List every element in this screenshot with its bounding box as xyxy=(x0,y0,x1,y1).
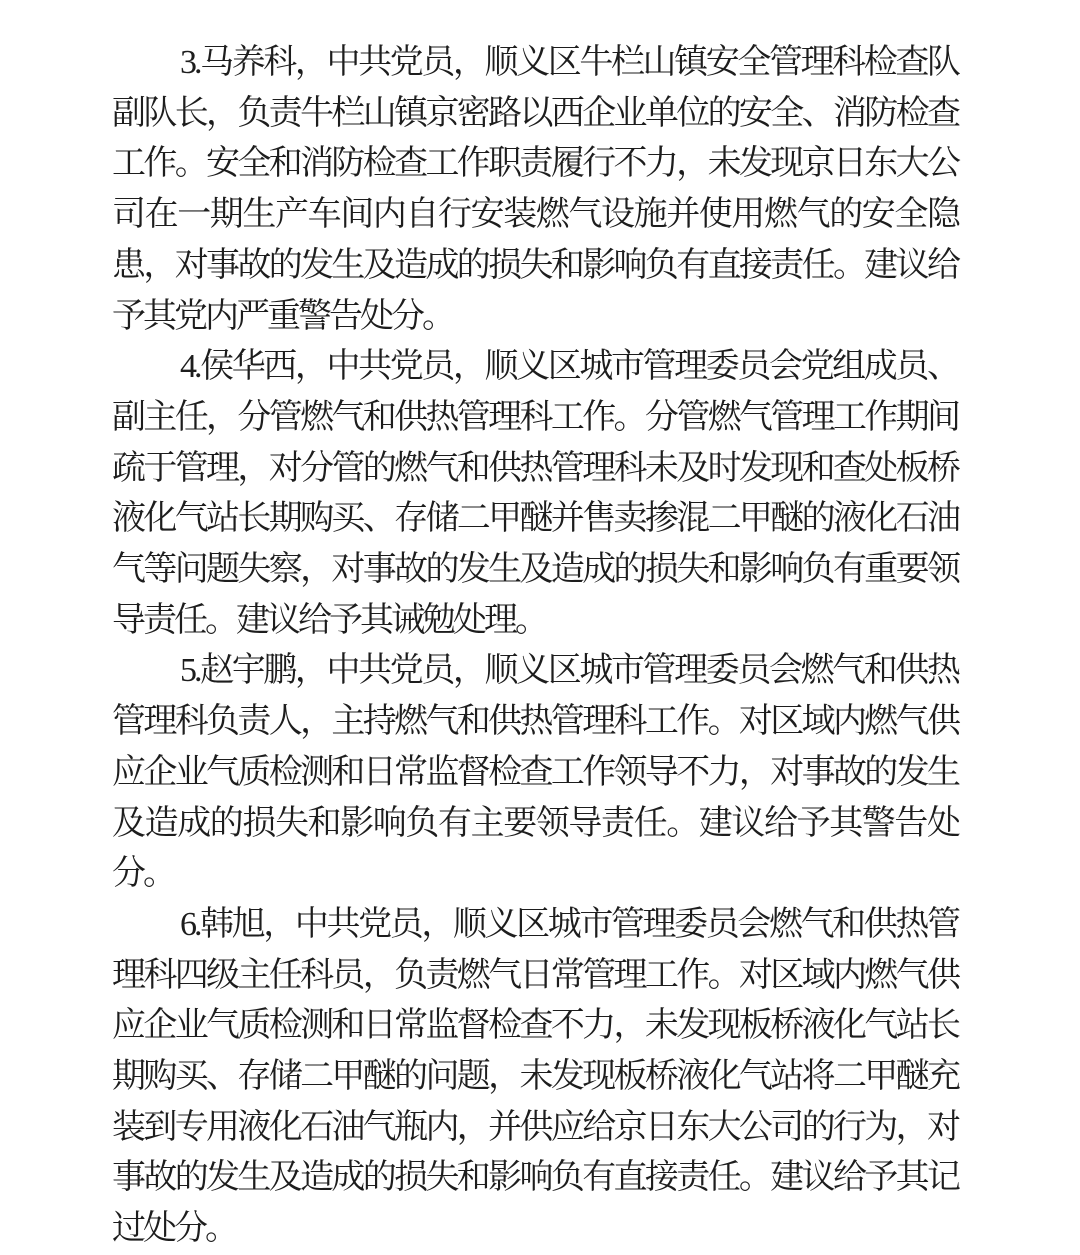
paragraph-item-6: 6.韩旭，中共党员，顺义区城市管理委员会燃气和供热管理科四级主任科员，负责燃气日常管理工作。对区域内燃气供应企业气质检测和日常监督检查不力，未发现板桥液化气站长期购买、存储二甲醚的问题，未发现板桥液化气站将二甲醚充装到专用液化石油气瓶内，并供应给京日东大公司的行为，对事故的发生及造成的损失和影响负有直接责任。建议给予其记过处分。 xyxy=(112,905,958,1248)
paragraph-item-5: 5.赵宇鹏，中共党员，顺义区城市管理委员会燃气和供热管理科负责人，主持燃气和供热管理科工作。对区域内燃气供应企业气质检测和日常监督检查工作领导不力，对事故的发生及造成的损失和影响负有主要领导责任。建议给予其警告处分。 xyxy=(112,652,958,893)
paragraph-item-3: 3.马养科，中共党员，顺义区牛栏山镇安全管理科检查队副队长，负责牛栏山镇京密路以西企业单位的安全、消防检查工作。安全和消防检查工作职责履行不力，未发现京日东大公司在一期生产车间内自行安装燃气设施并使用燃气的安全隐患，对事故的发生及造成的损失和影响负有直接责任。建议给予其党内严重警告处分。 xyxy=(112,44,958,335)
paragraph-item-4: 4.侯华西，中共党员，顺义区城市管理委员会党组成员、副主任，分管燃气和供热管理科工作。分管燃气管理工作期间疏于管理，对分管的燃气和供热管理科未及时发现和查处板桥液化气站长期购买、存储二甲醚并售卖掺混二甲醚的液化石油气等问题失察，对事故的发生及造成的损失和影响负有重要领导责任。建议给予其诫勉处理。 xyxy=(112,348,958,639)
